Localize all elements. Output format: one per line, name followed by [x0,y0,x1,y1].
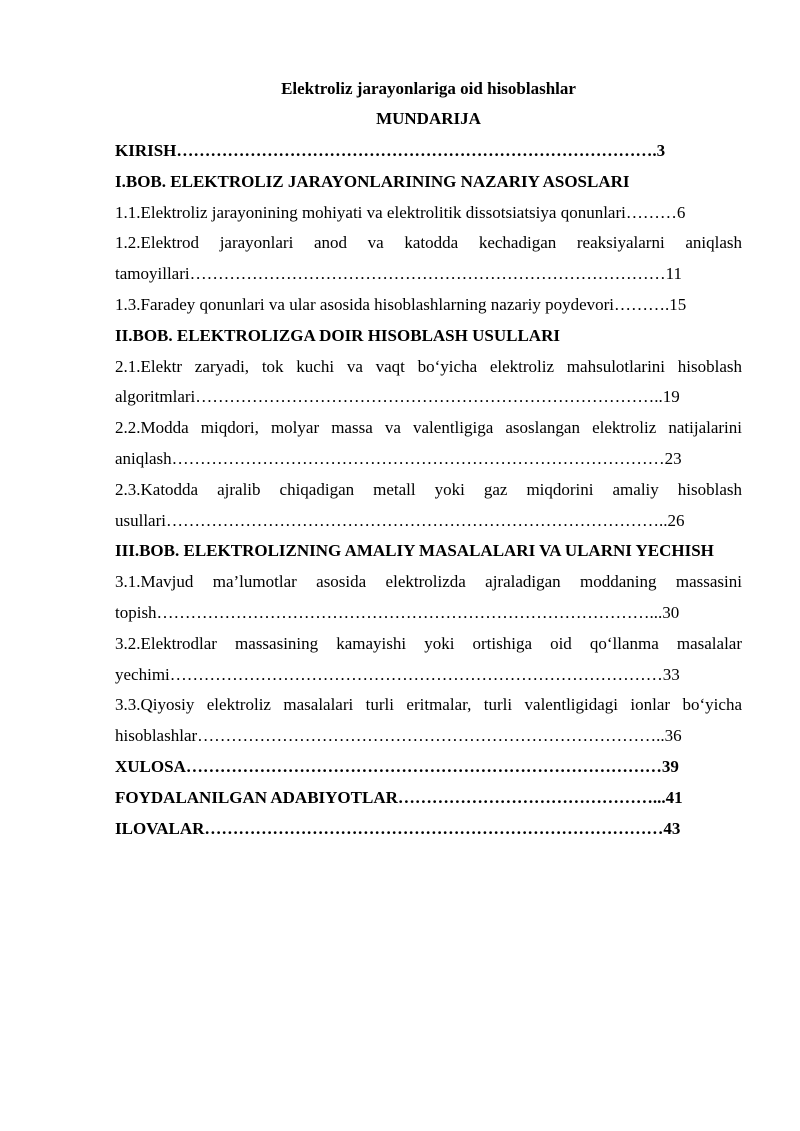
toc-chapter-3[interactable]: III.BOB. ELEKTROLIZNING AMALIY MASALALARI VA ULARNI YECHISH [115,541,714,561]
toc-heading: MUNDARIJA [376,109,481,128]
toc-chapter-2[interactable]: II.BOB. ELEKTROLIZGA DOIR HISOBLASH USULLARI [115,325,560,345]
toc-entry-ilovalar[interactable]: ILOVALAR………………………………………………………………………43 [115,818,681,838]
toc-entry-xulosa[interactable]: XULOSA…………………………………………………………………………39 [115,756,679,776]
toc-entry-kirish[interactable]: KIRISH………………………………………………………………………….3 [115,141,666,160]
toc-entry-3-1[interactable]: 3.1.Mavjud ma’lumotlar asosida elektrolizda ajraladigan moddaning massasini topish……………………………………………………………………………...30 [115,572,742,622]
table-of-contents [115,136,742,844]
toc-entry-2-3[interactable]: 2.3.Katodda ajralib chiqadigan metall yoki gaz miqdorini amaliy hisoblash usullari……………………………………………………………………………..26 [115,479,742,530]
toc-entry-1-2[interactable]: 1.2.Elektrod jarayonlari anod va katodda kechadigan reaksiyalarni aniqlash tamoyillari…………………………………………………………………………11 [115,233,742,284]
toc-entry-2-2[interactable]: 2.2.Modda miqdori, molyar massa va valentligiga asoslangan elektroliz natijalarini aniqlash……………………………………………………………………………23 [115,418,742,468]
toc-entry-3-3[interactable]: 3.3.Qiyosiy elektroliz masalalari turli eritmalar, turli valentligidagi ionlar bo‘yicha hisoblashlar………………………………………………………………………..36 [115,695,742,746]
page-content [115,74,742,844]
toc-entry-adabiyotlar[interactable]: FOYDALANILGAN ADABIYOTLAR………………………………………...41 [115,787,683,807]
toc-entry-1-1[interactable]: 1.1.Elektroliz jarayonining mohiyati va elektrolitik dissotsiatsiya qonunlari………6 [115,202,686,222]
toc-chapter-1[interactable]: I.BOB. ELEKTROLIZ JARAYONLARINING NAZARIY ASOSLARI [115,171,630,191]
toc-entry-3-2[interactable]: 3.2.Elektrodlar massasining kamayishi yoki ortishiga oid qo‘llanma masalalar yechimi……………………………………………………………………………33 [115,633,742,684]
document-title: Elektroliz jarayonlariga oid hisoblashlar [281,79,576,98]
toc-entry-1-3[interactable]: 1.3.Faradey qonunlari va ular asosida hisoblashlarning nazariy poydevori……….15 [115,294,687,314]
toc-entry-2-1[interactable]: 2.1.Elektr zaryadi, tok kuchi va vaqt bo‘yicha elektroliz mahsulotlarini hisoblash algoritmlari………………………………………………………………………..19 [115,356,742,407]
